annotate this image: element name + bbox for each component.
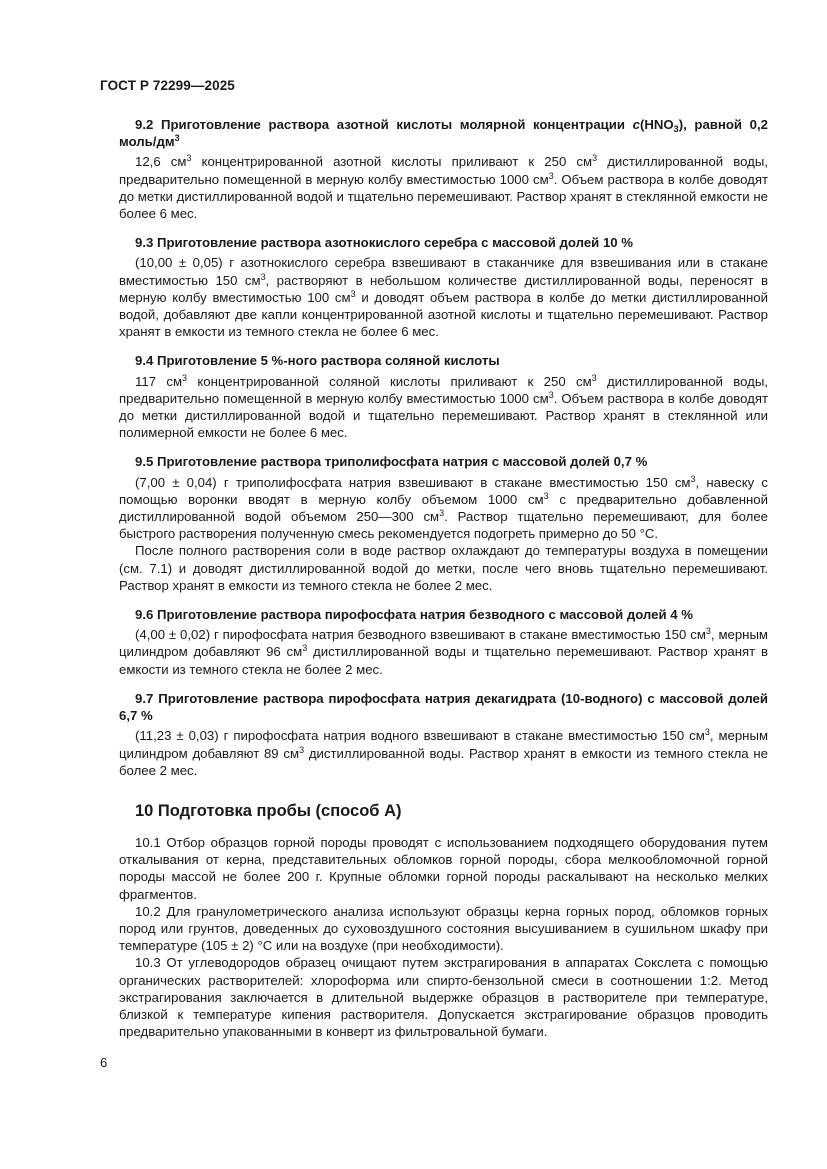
document-header: ГОСТ Р 72299—2025 (100, 78, 235, 93)
section-9-3-heading: 9.3 Приготовление раствора азотнокислого серебра с массовой долей 10 % (135, 235, 633, 251)
section-9-7-paragraph: (11,23 ± 0,03) г пирофосфата натрия водного взвешивают в стакане вместимостью 150 $см^3$, мерным цилиндром добавляют 89 $см^3$ дистиллированной воды. Раствор хранят в емкости из темного стекла не более 2 мес. (119, 727, 769, 778)
section-9-6-heading: 9.6 Приготовление раствора пирофосфата натрия безводного с массовой долей 4 % (135, 607, 693, 623)
section-9-4-paragraph: 117 $см^3$ концентрированной соляной кислоты приливают к 250 $см^3$ дистиллированной воды, предварительно помещенной в мерную колбу вместимостью 1000 $см^3$. Объем раствора в колбе доводят до метки дистиллированной водой и тщательно перемешивают. Раствор хранят в стеклянной или полимерной емкости не более 6 мес. (119, 372, 769, 441)
section-10-2-paragraph: 10.2 Для гранулометрического анализа используют образцы керна горных пород, обломков горных пород или грунтов, доведенных до суховоздушного состояния высушиванием в сушильном шкафу при температуре (105 ± 2) °С или на воздухе (при необходимости). (119, 903, 768, 954)
section-9-2-paragraph: 12,6 $см^3$ концентрированной азотной кислоты приливают к 250 $см^3$ дистиллированной воды, предварительно помещенной в мерную колбу вместимостью 1000 $см^3$. Объем раствора в колбе доводят до метки дистиллированной водой и тщательно перемешивают. Раствор хранят в стеклянной емкости не более 6 мес. (119, 153, 769, 222)
section-9-5-heading: 9.5 Приготовление раствора триполифосфата натрия с массовой долей 0,7 % (135, 454, 648, 470)
section-10-1-paragraph: 10.1 Отбор образцов горной породы проводят с использованием подходящего оборудования путем откалывания от керна, представительных обломков горной породы, сбора мелкообломочной горной породы массой не более 200 г. Крупные обломки горной породы раскалывают на несколько мелких фрагментов. (119, 834, 768, 902)
page-content (119, 116, 768, 1040)
section-9-3-paragraph: (10,00 ± 0,05) г азотнокислого серебра взвешивают в стаканчике для взвешивания или в стакане вместимостью 150 $см^3$, растворяют в небольшом количестве дистиллированной воды, переносят в мерную колбу вместимостью 100 $см^3$ и доводят объем раствора в колбе до метки дистиллированной водой, добавляют две капли концентрированной азотной кислоты и тщательно перемешивают. Раствор хранят в емкости из темного стекла не более 6 мес. (119, 255, 769, 340)
section-9-7-heading: 9.7 Приготовление раствора пирофосфата натрия декагидрата (10-водного) с массовой долей 6,7 % (119, 690, 768, 724)
chapter-10-heading: 10 Подготовка пробы (способ А) (135, 801, 402, 820)
section-9-5-paragraph-2: После полного растворения соли в воде раствор охлаждают до температуры воздуха в помещении (см. 7.1) и доводят дистиллированной водой до метки, после чего вновь тщательно перемешивают. Раствор хранят в емкости из темного стекла не более 2 мес. (119, 543, 768, 593)
section-9-4-heading: 9.4 Приготовление 5 %-ного раствора соляной кислоты (135, 353, 500, 369)
section-9-5-paragraph-1: (7,00 ± 0,04) г триполифосфата натрия взвешивают в стакане вместимостью 150 $см^3$, навеску с помощью воронки вводят в мерную колбу объемом 1000 $см^3$ с предварительно добавленной дистиллированной водой объемом 250—300 $см^3$. Раствор тщательно перемешивают, для более быстрого растворения полученную смесь рекомендуется подогреть примерно до 50 °С. (119, 473, 769, 542)
page-number: 6 (100, 1055, 108, 1070)
section-9-6-paragraph: (4,00 ± 0,02) г пирофосфата натрия безводного взвешивают в стакане вместимостью 150 $см^3$, мерным цилиндром добавляют 96 $см^3$ дистиллированной воды и тщательно перемешивают. Раствор хранят в емкости из темного стекла не более 2 мес. (119, 626, 769, 677)
section-9-2-heading: 9.2 Приготовление раствора азотной кислоты молярной концентрации $c(HNO_3)$, равной 0,2 моль/$дм^3$ (119, 117, 768, 150)
section-10-3-paragraph: 10.3 От углеводородов образец очищают путем экстрагирования в аппаратах Сокслета с помощью органических растворителей: хлороформа или спирто-бензольной смеси в соотношении 1:2. Метод экстрагирования заключается в длительной выдержке образцов в растворителе при температуре, близкой к температуре кипения растворителя. Допускается экстрагирование образцов проводить предварительно упакованными в конверт из фильтровальной бумаги. (119, 955, 768, 1040)
